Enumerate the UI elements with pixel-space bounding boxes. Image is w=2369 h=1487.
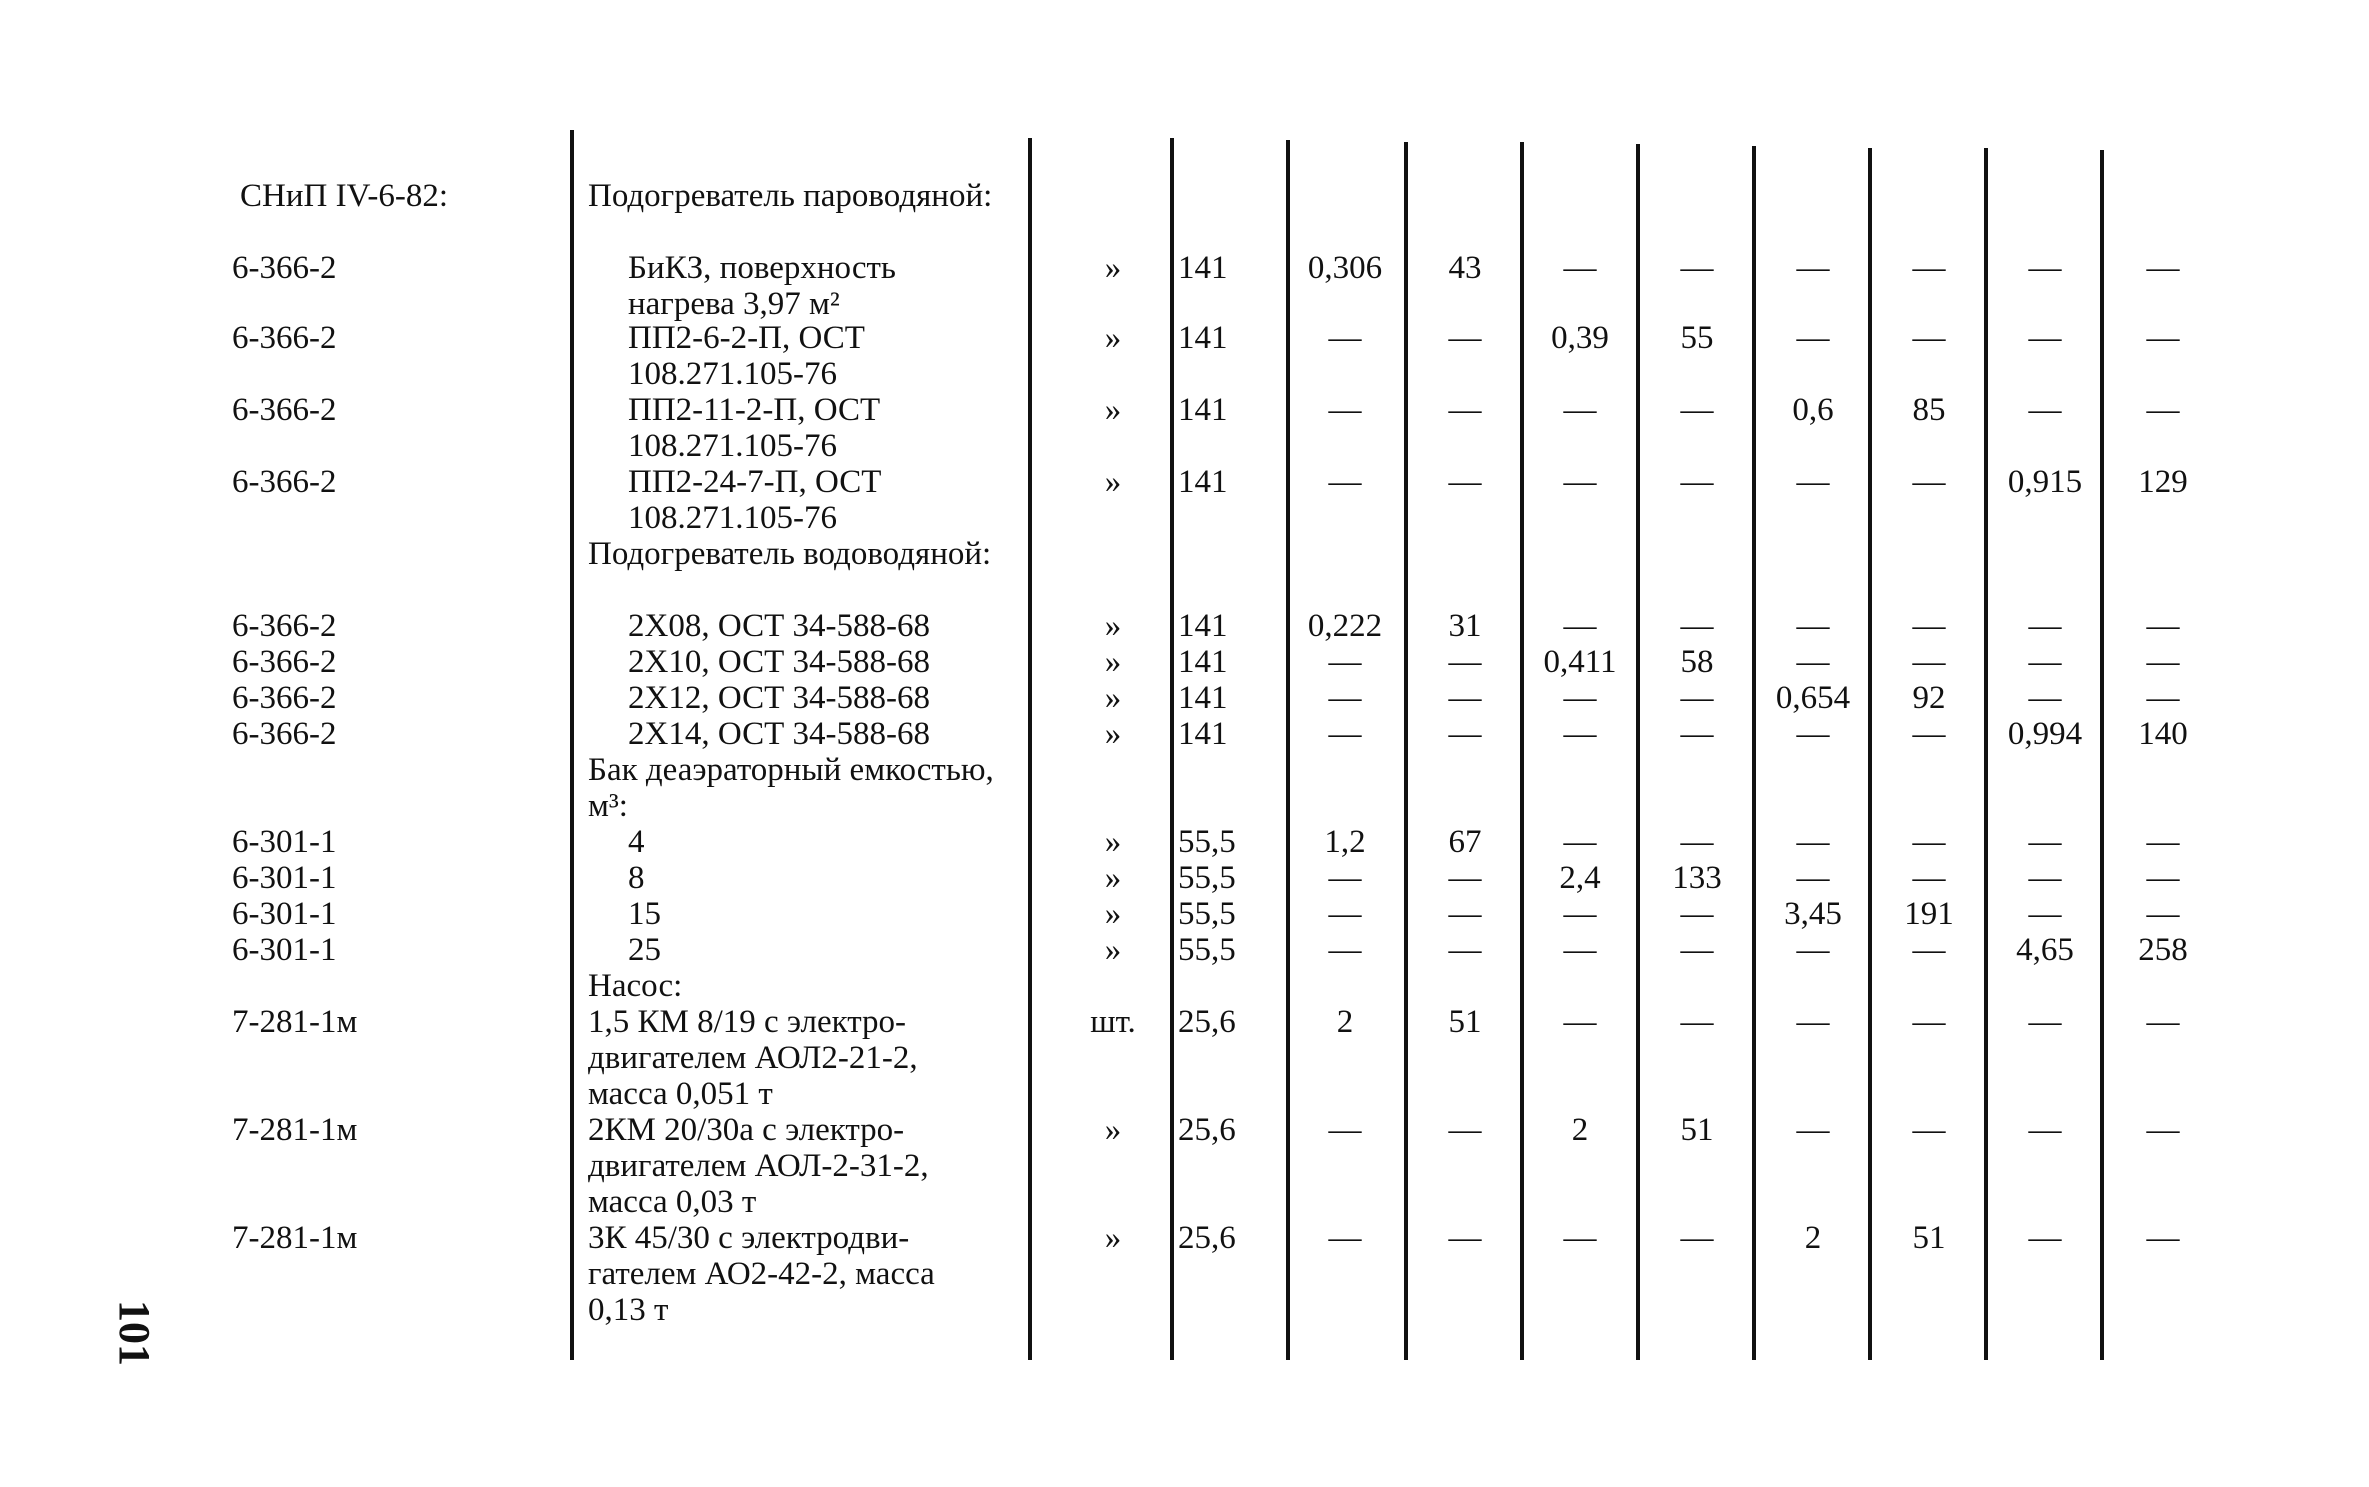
value-cell: — <box>2028 860 2062 896</box>
value-cell: — <box>1796 716 1830 752</box>
description-line: 2Х10, ОСТ 34-588-68 <box>628 644 930 680</box>
value-cell: — <box>1448 1112 1482 1148</box>
value-cell: — <box>2028 824 2062 860</box>
norm-code: 6-301-1 <box>232 824 337 860</box>
rule-col7-right <box>2100 150 2104 1360</box>
value-cell: — <box>2146 1004 2180 1040</box>
unit-price: 55,5 <box>1178 824 1236 860</box>
rule-col6-right <box>1984 148 1988 1360</box>
value-cell: — <box>1796 250 1830 286</box>
description-line: ПП2-6-2-П, ОСТ <box>628 320 865 356</box>
value-cell: 2 <box>1804 1220 1822 1256</box>
norm-code: 6-301-1 <box>232 932 337 968</box>
value-cell: 2,4 <box>1559 860 1601 896</box>
value-cell: 92 <box>1912 680 1946 716</box>
value-cell: 43 <box>1448 250 1482 286</box>
norm-code: 6-366-2 <box>232 608 337 644</box>
unit: » <box>1104 824 1122 860</box>
value-cell: — <box>1328 860 1362 896</box>
value-cell: 31 <box>1448 608 1482 644</box>
value-cell: — <box>1328 932 1362 968</box>
value-cell: — <box>1912 1112 1946 1148</box>
description-line: 1,5 КМ 8/19 с электро- <box>588 1004 907 1040</box>
unit-price: 141 <box>1178 716 1228 752</box>
norm-code: 7-281-1м <box>232 1220 358 1256</box>
value-cell: — <box>2146 320 2180 356</box>
value-cell: 67 <box>1448 824 1482 860</box>
value-cell: — <box>2028 1220 2062 1256</box>
description-line: гателем АО2-42-2, масса <box>588 1256 935 1292</box>
unit: » <box>1104 1112 1122 1148</box>
unit-price: 55,5 <box>1178 896 1236 932</box>
unit-price: 25,6 <box>1178 1112 1236 1148</box>
value-cell: — <box>1563 680 1597 716</box>
value-cell: — <box>1448 860 1482 896</box>
page-number: 101 <box>110 1300 159 1366</box>
value-cell: — <box>1563 250 1597 286</box>
description-line: 2Х14, ОСТ 34-588-68 <box>628 716 930 752</box>
description-line: 3К 45/30 с электродви- <box>588 1220 910 1256</box>
item-description <box>588 1220 1016 1328</box>
value-cell: — <box>1796 1004 1830 1040</box>
value-cell: — <box>1563 1220 1597 1256</box>
value-cell: — <box>1912 464 1946 500</box>
value-cell: 3,45 <box>1784 896 1842 932</box>
value-cell: — <box>1680 896 1714 932</box>
value-cell: — <box>2146 1220 2180 1256</box>
group-heading: Насос: <box>588 968 683 1004</box>
value-cell: — <box>1680 608 1714 644</box>
unit: » <box>1104 932 1122 968</box>
value-cell: 0,915 <box>2007 464 2083 500</box>
value-cell: — <box>1680 1220 1714 1256</box>
norm-code: 6-366-2 <box>232 680 337 716</box>
item-description <box>588 824 1016 860</box>
value-cell: — <box>1328 716 1362 752</box>
description-line: 2Х08, ОСТ 34-588-68 <box>628 608 930 644</box>
unit-price: 25,6 <box>1178 1220 1236 1256</box>
unit: шт. <box>1090 1004 1136 1040</box>
value-cell: — <box>1912 608 1946 644</box>
value-cell: — <box>1912 644 1946 680</box>
description-line: 108.271.105-76 <box>628 428 837 464</box>
description-line: 2КМ 20/30а с электро- <box>588 1112 905 1148</box>
norm-code: 6-301-1 <box>232 896 337 932</box>
value-cell: 2 <box>1336 1004 1354 1040</box>
description-line: 0,13 т <box>588 1292 669 1328</box>
value-cell: — <box>1448 320 1482 356</box>
group-heading: Подогреватель водоводяной: <box>588 536 992 572</box>
value-cell: — <box>1680 464 1714 500</box>
item-description <box>588 680 1016 716</box>
value-cell: — <box>2028 1112 2062 1148</box>
value-cell: — <box>1680 716 1714 752</box>
value-cell: 191 <box>1904 896 1954 932</box>
norm-code: 6-301-1 <box>232 860 337 896</box>
unit: » <box>1104 644 1122 680</box>
value-cell: — <box>1448 1220 1482 1256</box>
value-cell: — <box>1680 392 1714 428</box>
value-cell: — <box>2146 824 2180 860</box>
unit: » <box>1104 860 1122 896</box>
value-cell: — <box>1563 932 1597 968</box>
value-cell: — <box>1796 644 1830 680</box>
value-cell: 2 <box>1571 1112 1589 1148</box>
value-cell: — <box>1328 680 1362 716</box>
value-cell: — <box>2028 896 2062 932</box>
value-cell: — <box>1796 824 1830 860</box>
value-cell: 129 <box>2138 464 2188 500</box>
description-line: ПП2-24-7-П, ОСТ <box>628 464 882 500</box>
unit: » <box>1104 392 1122 428</box>
rule-unit-right <box>1170 138 1174 1360</box>
value-cell: — <box>2146 644 2180 680</box>
value-cell: — <box>1448 932 1482 968</box>
rule-col5-right <box>1868 148 1872 1360</box>
description-line: 108.271.105-76 <box>628 356 837 392</box>
value-cell: — <box>2028 608 2062 644</box>
value-cell: — <box>1563 896 1597 932</box>
item-description <box>588 932 1016 968</box>
value-cell: 140 <box>2138 716 2188 752</box>
unit-price: 141 <box>1178 320 1228 356</box>
description-line: двигателем АОЛ-2-31-2, <box>588 1148 929 1184</box>
description-line: 25 <box>628 932 661 968</box>
value-cell: 58 <box>1680 644 1714 680</box>
rule-col4-right <box>1752 146 1756 1360</box>
value-cell: — <box>1563 824 1597 860</box>
unit-price: 55,5 <box>1178 860 1236 896</box>
value-cell: — <box>1912 860 1946 896</box>
value-cell: — <box>1328 320 1362 356</box>
unit-price: 141 <box>1178 392 1228 428</box>
norm-code: 6-366-2 <box>232 644 337 680</box>
unit: » <box>1104 250 1122 286</box>
value-cell: 4,65 <box>2016 932 2074 968</box>
description-line: масса 0,03 т <box>588 1184 757 1220</box>
norm-code: 6-366-2 <box>232 716 337 752</box>
item-description <box>588 608 1016 644</box>
unit-price: 141 <box>1178 680 1228 716</box>
unit-price: 55,5 <box>1178 932 1236 968</box>
value-cell: — <box>2146 860 2180 896</box>
value-cell: — <box>1328 644 1362 680</box>
unit-price: 25,6 <box>1178 1004 1236 1040</box>
unit: » <box>1104 896 1122 932</box>
value-cell: — <box>1448 644 1482 680</box>
value-cell: — <box>2028 320 2062 356</box>
item-description <box>588 896 1016 932</box>
norm-code: 7-281-1м <box>232 1112 358 1148</box>
value-cell: — <box>1912 824 1946 860</box>
value-cell: — <box>1912 932 1946 968</box>
description-line: 8 <box>628 860 645 896</box>
unit-price: 141 <box>1178 644 1228 680</box>
unit: » <box>1104 608 1122 644</box>
value-cell: — <box>1680 932 1714 968</box>
value-cell: 0,654 <box>1775 680 1851 716</box>
header-code: СНиП IV-6-82: <box>240 178 449 214</box>
item-description <box>588 1004 1016 1112</box>
unit-price: 141 <box>1178 464 1228 500</box>
value-cell: — <box>1563 716 1597 752</box>
value-cell: — <box>1448 716 1482 752</box>
value-cell: 85 <box>1912 392 1946 428</box>
value-cell: 258 <box>2138 932 2188 968</box>
description-line: ПП2-11-2-П, ОСТ <box>628 392 881 428</box>
unit: » <box>1104 716 1122 752</box>
value-cell: — <box>1328 392 1362 428</box>
value-cell: — <box>1448 680 1482 716</box>
value-cell: — <box>1796 608 1830 644</box>
value-cell: — <box>1328 1112 1362 1148</box>
value-cell: — <box>1448 896 1482 932</box>
description-line: 108.271.105-76 <box>628 500 837 536</box>
value-cell: 133 <box>1672 860 1722 896</box>
group-heading: Подогреватель пароводяной: <box>588 178 993 214</box>
value-cell: — <box>2146 250 2180 286</box>
value-cell: — <box>1796 932 1830 968</box>
value-cell: 0,39 <box>1551 320 1609 356</box>
value-cell: 51 <box>1912 1220 1946 1256</box>
item-description <box>588 464 1016 536</box>
value-cell: — <box>1563 464 1597 500</box>
item-description <box>588 860 1016 896</box>
item-description <box>588 1112 1016 1220</box>
description-line: БиКЗ, поверхность <box>628 250 896 286</box>
value-cell: — <box>2146 392 2180 428</box>
norm-code: 7-281-1м <box>232 1004 358 1040</box>
rule-col3-right <box>1636 144 1640 1360</box>
item-description <box>588 320 1016 392</box>
rule-col2-right <box>1520 142 1524 1360</box>
value-cell: — <box>1328 1220 1362 1256</box>
value-cell: — <box>2146 896 2180 932</box>
unit: » <box>1104 464 1122 500</box>
item-description <box>588 392 1016 464</box>
value-cell: — <box>2146 680 2180 716</box>
norm-code: 6-366-2 <box>232 392 337 428</box>
unit: » <box>1104 320 1122 356</box>
value-cell: 1,2 <box>1324 824 1366 860</box>
value-cell: — <box>1912 1004 1946 1040</box>
description-line: 4 <box>628 824 645 860</box>
value-cell: — <box>2028 250 2062 286</box>
description-line: 15 <box>628 896 661 932</box>
value-cell: — <box>1796 1112 1830 1148</box>
value-cell: — <box>1680 250 1714 286</box>
item-description <box>588 250 1016 322</box>
value-cell: — <box>2028 680 2062 716</box>
value-cell: — <box>2146 1112 2180 1148</box>
norm-code: 6-366-2 <box>232 250 337 286</box>
value-cell: — <box>1448 392 1482 428</box>
value-cell: 0,994 <box>2007 716 2083 752</box>
group-heading: Бак деаэраторный емкостью, м³: <box>588 752 994 824</box>
description-line: нагрева 3,97 м² <box>628 286 840 322</box>
value-cell: — <box>1796 860 1830 896</box>
value-cell: 0,222 <box>1307 608 1383 644</box>
unit: » <box>1104 1220 1122 1256</box>
value-cell: 51 <box>1680 1112 1714 1148</box>
unit: » <box>1104 680 1122 716</box>
value-cell: — <box>1796 320 1830 356</box>
description-line: 2Х12, ОСТ 34-588-68 <box>628 680 930 716</box>
value-cell: — <box>1680 1004 1714 1040</box>
norm-code: 6-366-2 <box>232 320 337 356</box>
value-cell: — <box>1328 896 1362 932</box>
value-cell: 0,411 <box>1543 644 1617 680</box>
value-cell: — <box>1448 464 1482 500</box>
value-cell: — <box>2028 392 2062 428</box>
norm-code: 6-366-2 <box>232 464 337 500</box>
rule-col1-right <box>1404 142 1408 1360</box>
description-line: масса 0,051 т <box>588 1076 773 1112</box>
value-cell: — <box>1796 464 1830 500</box>
rule-desc-left <box>570 130 574 1360</box>
value-cell: — <box>2028 644 2062 680</box>
value-cell: 55 <box>1680 320 1714 356</box>
value-cell: 51 <box>1448 1004 1482 1040</box>
value-cell: — <box>1328 464 1362 500</box>
value-cell: — <box>2028 1004 2062 1040</box>
value-cell: — <box>1912 250 1946 286</box>
value-cell: — <box>1563 392 1597 428</box>
value-cell: — <box>2146 608 2180 644</box>
item-description <box>588 644 1016 680</box>
value-cell: — <box>1680 824 1714 860</box>
unit-price: 141 <box>1178 608 1228 644</box>
value-cell: — <box>1912 320 1946 356</box>
value-cell: — <box>1563 1004 1597 1040</box>
description-line: двигателем АОЛ2-21-2, <box>588 1040 918 1076</box>
value-cell: 0,6 <box>1792 392 1834 428</box>
rule-desc-right <box>1028 138 1032 1360</box>
value-cell: — <box>1563 608 1597 644</box>
item-description <box>588 716 1016 752</box>
value-cell: — <box>1912 716 1946 752</box>
unit-price: 141 <box>1178 250 1228 286</box>
value-cell: — <box>1680 680 1714 716</box>
value-cell: 0,306 <box>1307 250 1383 286</box>
